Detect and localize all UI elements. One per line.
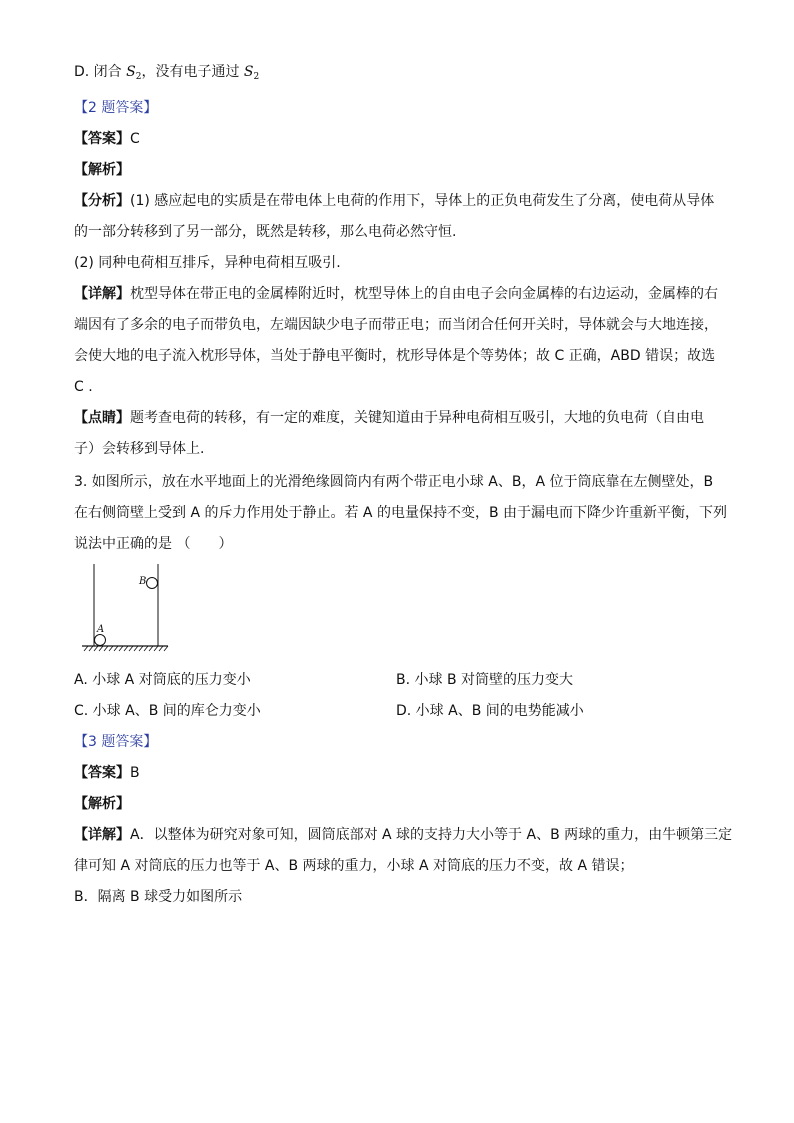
q2-answer-header: 【2 题答案】 — [74, 100, 158, 116]
q3-stem-line-1: 3. 如图所示，放在水平地面上的光滑绝缘圆筒内有两个带正电小球 A、B，A 位于筒底靠在左侧壁处，B — [74, 474, 714, 490]
q3-stem-line-3: 说法中正确的是 （ ） — [74, 536, 233, 552]
q2-xiangjie-line-2: 端因有了多余的电子而带负电，左端因缺少电子而带正电；而当闭合任何开关时，导体就会与大地连接， — [74, 317, 718, 333]
q3-xiangjie-line-2: 律可知 A 对筒底的压力也等于 A、B 两球的重力，小球 A 对筒底的压力不变，故 A 错误； — [74, 858, 634, 874]
q2-xiangjie-line-4: C . — [74, 379, 93, 395]
q3-answer — [74, 763, 140, 783]
math-sub: 2 — [253, 72, 260, 82]
answer-label: 【答案】 — [74, 765, 130, 781]
option-d-prev-question — [74, 62, 259, 87]
label-a: A — [97, 624, 105, 635]
q3-analysis-header: 【解析】 — [74, 796, 130, 812]
q3-xiangjie-line-1 — [74, 825, 732, 845]
q2-dianjing-line-1 — [74, 408, 704, 428]
xiangjie-text: A．以整体为研究对象可知，圆筒底部对 A 球的支持力大小等于 A、B 两球的重力，由牛顿第三定 — [130, 827, 733, 843]
math-s2 — [244, 64, 259, 80]
math-s: S — [126, 64, 136, 80]
label-b: B — [139, 576, 147, 587]
xiangjie-label: 【详解】 — [74, 827, 130, 843]
answer-value: C — [130, 131, 140, 147]
ball-a — [95, 635, 106, 646]
option-d-text: D. 闭合 — [74, 64, 127, 80]
q2-analysis-header: 【解析】 — [74, 162, 130, 178]
cylinder-diagram — [82, 562, 172, 657]
q2-answer — [74, 129, 140, 149]
dianjing-text: 题考查电荷的转移，有一定的难度，关键知道由于异种电荷相互吸引，大地的负电荷（自由电 — [130, 410, 704, 426]
fenxi-text: (1) 感应起电的实质是在带电体上电荷的作用下，导体上的正负电荷发生了分离，使电荷从导体 — [130, 193, 715, 209]
ball-b — [147, 578, 158, 589]
q2-dianjing-line-2: 子）会转移到导体上. — [74, 441, 205, 457]
ground-hatch — [84, 646, 168, 651]
option-b: B. 小球 B 对筒壁的压力变大 — [396, 672, 574, 688]
xiangjie-label: 【详解】 — [74, 286, 130, 302]
xiangjie-text: 枕型导体在带正电的金属棒附近时，枕型导体上的自由电子会向金属棒的右边运动，金属棒的右 — [130, 286, 718, 302]
dianjing-label: 【点睛】 — [74, 410, 130, 426]
math-sub: 2 — [135, 72, 142, 82]
q3-answer-header: 【3 题答案】 — [74, 734, 158, 750]
q2-xiangjie-line-1 — [74, 284, 718, 304]
q3-xiangjie-line-3: B．隔离 B 球受力如图所示 — [74, 889, 243, 905]
q2-fenxi-line-3: (2) 同种电荷相互排斥，异种电荷相互吸引. — [74, 255, 341, 271]
answer-label: 【答案】 — [74, 131, 130, 147]
q3-stem-line-2: 在右侧筒壁上受到 A 的斥力作用处于静止。若 A 的电量保持不变，B 由于漏电而下降少许重新平衡，下列 — [74, 505, 728, 521]
math-s2 — [126, 64, 141, 80]
q2-fenxi-line-2: 的一部分转移到了另一部分，既然是转移，那么电荷必然守恒. — [74, 224, 457, 240]
math-s: S — [243, 64, 254, 80]
option-a: A. 小球 A 对筒底的压力变小 — [74, 672, 251, 688]
fenxi-label: 【分析】 — [74, 193, 130, 209]
option-d-middle: ，没有电子通过 — [141, 64, 244, 80]
answer-value: B — [130, 765, 140, 781]
q2-xiangjie-line-3: 会使大地的电子流入枕形导体，当处于静电平衡时，枕形导体是个等势体；故 C 正确，ABD 错误；故选 — [74, 348, 716, 364]
option-c: C. 小球 A、B 间的库仑力变小 — [74, 703, 261, 719]
q2-fenxi-line-1 — [74, 191, 714, 211]
option-d: D. 小球 A、B 间的电势能减小 — [396, 703, 584, 719]
